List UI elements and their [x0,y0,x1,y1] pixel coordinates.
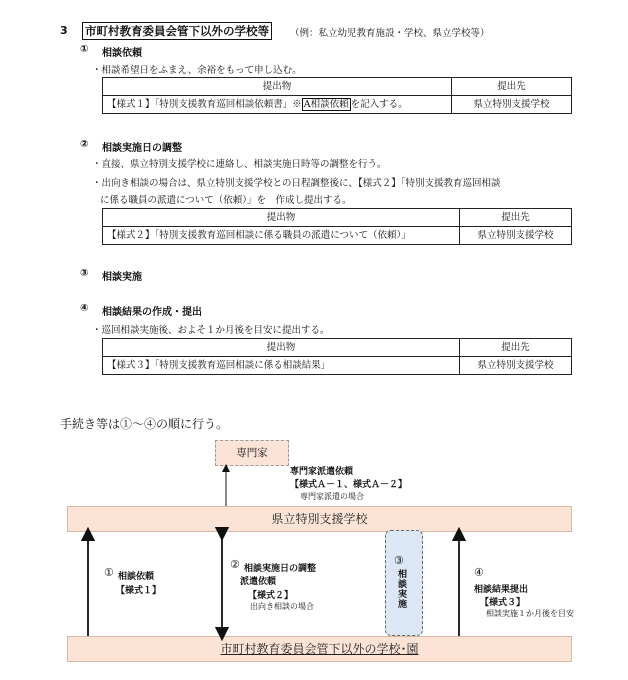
boxed-term: A相談依頼 [303,99,349,110]
step1-title: 相談依頼 [102,48,142,59]
a2-cond: 出向き相談の場合 [250,602,314,611]
step4-bullet: ・巡回相談実施後、およそ１か月後を目安に提出する。 [92,325,330,336]
section-note: （例：私立幼児教育施設・学校、県立学校等） [290,28,490,39]
step2-bullet2-cont: に係る職員の派遣について（依頼）」を 作成し提出する。 [100,195,352,206]
a4-number: ④ [474,566,484,579]
table-header-dest: 提出先 [452,78,572,96]
a4-label: 相談結果提出 [474,585,529,595]
step2-number: ② [80,139,89,150]
expert-request-cond: 専門家派遣の場合 [300,492,364,501]
table-cell-item: 【様式２】「特別支援教育巡回相談に係る職員の派遣について（依頼）」 [103,227,460,245]
a4-form: 【様式３】 [480,598,526,608]
a2-label: 相談実施日の調整 [244,564,317,574]
section-title: 市町村教育委員会管下以外の学校等 [82,22,272,40]
table-header-item: 提出物 [103,78,452,96]
expert-request-form: 【様式Ａ－１、様式Ａ－２】 [290,480,408,490]
a1-number: ① [104,566,114,579]
step4-title: 相談結果の作成・提出 [102,307,202,318]
special-support-school-band: 県立特別支援学校 [67,506,572,532]
step3-number: ③ [80,268,89,279]
a1-label: 相談依頼 [118,572,155,582]
step1-number: ① [80,44,89,55]
table-header-dest: 提出先 [460,339,572,357]
step2-title: 相談実施日の調整 [102,143,182,154]
a2-form: 【様式２】 [248,591,294,601]
table-cell-item: 【様式１】「特別支援教育巡回相談依頼書」※ A相談依頼 を記入する。 [103,96,452,114]
a4-cond: 相談実施１か月後を目安 [486,609,574,618]
step2-bullet1: ・直接、県立特別支援学校に連絡し、相談実施日時等の調整を行う。 [92,159,387,170]
a3-number: ③ [394,554,404,567]
table-header-item: 提出物 [103,209,460,227]
table-cell-dest: 県立特別支援学校 [460,357,572,375]
step1-bullet: ・相談希望日をふまえ、余裕をもって申し込む。 [92,65,302,76]
other-schools-band: 市町村教育委員会管下以外の学校･園 [67,636,572,662]
table-cell-dest: 県立特別支援学校 [460,227,572,245]
step4-number: ④ [80,303,89,314]
a2-number: ② [230,558,240,571]
step3-title: 相談実施 [102,272,142,283]
table-cell-dest: 県立特別支援学校 [452,96,572,114]
table-cell-item: 【様式３】「特別支援教育巡回相談に係る相談結果」 [103,357,460,375]
table-header-item: 提出物 [103,339,460,357]
expert-box: 専門家 [215,440,289,466]
expert-request-label: 専門家派遣依頼 [290,467,354,477]
a1-form: 【様式１】 [116,586,162,596]
step2-bullet2: ・出向き相談の場合は、県立特別支援学校との日程調整後に、【様式２】「特別支援教育巡回相談 [92,178,501,189]
table-header-dest: 提出先 [460,209,572,227]
a3-label: 相談実施 [398,570,408,610]
flow-intro: 手続き等は①～④の順に行う。 [60,417,229,431]
a2-label2: 派遣依頼 [240,577,277,587]
section-number: 3 [60,24,68,37]
